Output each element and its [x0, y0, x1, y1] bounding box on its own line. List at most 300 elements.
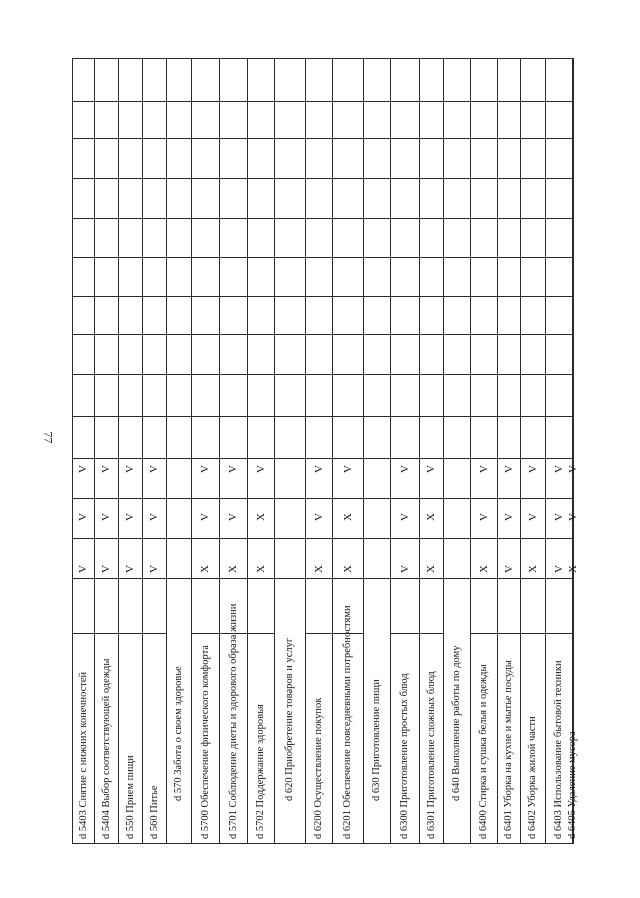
assessment-mark: V [398, 465, 411, 473]
column-separator-line [94, 218, 119, 219]
column-separator-line [390, 633, 420, 634]
column-separator-line [118, 374, 143, 375]
column-separator-line [191, 458, 220, 459]
column-separator-line [332, 101, 364, 102]
column-separator-line [545, 101, 573, 102]
column-separator-line [305, 633, 333, 634]
assessment-mark: X [227, 565, 239, 573]
column-separator-line [72, 178, 95, 179]
column-separator-line [443, 58, 471, 59]
column-separator-line [443, 138, 471, 139]
column-separator-line [219, 458, 248, 459]
column-separator-line [419, 578, 444, 579]
column-separator-line [94, 178, 119, 179]
column-separator-line [219, 578, 248, 579]
column-separator-line [274, 578, 306, 579]
column-separator-line [470, 843, 498, 844]
assessment-mark: V [77, 513, 89, 521]
row-label: d 6300 Приготовление простых блюд [399, 673, 410, 839]
column-separator-line [470, 58, 498, 59]
column-separator-line [520, 416, 546, 417]
column-separator-line [419, 296, 444, 297]
column-separator-line [390, 178, 420, 179]
column-separator-line [470, 498, 498, 499]
column-separator-line [191, 58, 220, 59]
column-separator-line [497, 458, 521, 459]
column-separator-line [166, 58, 192, 59]
column-separator-line [94, 334, 119, 335]
column-separator-line [545, 498, 573, 499]
page-number: 77 [41, 431, 56, 444]
column-separator-line [572, 374, 574, 375]
row-separator-line [470, 58, 471, 843]
column-separator-line [191, 498, 220, 499]
column-separator-line [419, 458, 444, 459]
column-separator-line [118, 334, 143, 335]
column-separator-line [118, 633, 143, 634]
column-separator-line [470, 633, 498, 634]
column-separator-line [470, 218, 498, 219]
row-separator-line [191, 58, 192, 843]
column-separator-line [118, 101, 143, 102]
assessment-mark: V [124, 513, 136, 521]
column-separator-line [274, 58, 306, 59]
column-separator-line [274, 138, 306, 139]
assessment-mark: V [312, 513, 325, 521]
column-separator-line [166, 578, 192, 579]
column-separator-line [572, 334, 574, 335]
column-separator-line [470, 416, 498, 417]
column-separator-line [191, 374, 220, 375]
column-separator-line [332, 138, 364, 139]
column-separator-line [497, 58, 521, 59]
column-separator-line [545, 538, 573, 539]
column-separator-line [332, 843, 364, 844]
column-separator-line [470, 374, 498, 375]
column-separator-line [305, 58, 333, 59]
column-separator-line [332, 538, 364, 539]
column-separator-line [72, 296, 95, 297]
column-separator-line [572, 458, 574, 459]
column-separator-line [247, 334, 275, 335]
row-label: d 560 Питье [148, 785, 160, 839]
column-separator-line [191, 538, 220, 539]
row-label: d 6401 Уборка на кухне и мытье посуды [503, 660, 514, 839]
column-separator-line [419, 257, 444, 258]
column-separator-line [363, 458, 391, 459]
column-separator-line [332, 218, 364, 219]
assessment-mark: V [477, 465, 490, 473]
column-separator-line [497, 578, 521, 579]
row-separator-line [166, 58, 167, 843]
column-separator-line [520, 498, 546, 499]
assessment-mark: V [566, 513, 579, 521]
row-separator-line [520, 58, 521, 843]
row-label: d 6402 Уборка жилой части [527, 716, 538, 839]
column-separator-line [305, 218, 333, 219]
row-separator-line [573, 58, 574, 843]
column-separator-line [520, 334, 546, 335]
row-label: d 6201 Обеспечение повседневными потребностями [342, 605, 353, 839]
column-separator-line [94, 498, 119, 499]
column-separator-line [142, 843, 167, 844]
assessment-mark: V [254, 465, 267, 473]
assessment-mark: V [425, 465, 437, 473]
column-separator-line [219, 58, 248, 59]
column-separator-line [72, 58, 95, 59]
column-separator-line [497, 178, 521, 179]
column-separator-line [219, 538, 248, 539]
column-separator-line [191, 178, 220, 179]
column-separator-line [305, 257, 333, 258]
row-label: d 6301 Приготовление сложных блюд [425, 671, 437, 839]
column-separator-line [142, 578, 167, 579]
column-separator-line [166, 843, 192, 844]
column-separator-line [191, 257, 220, 258]
assessment-mark: V [477, 513, 490, 521]
column-separator-line [332, 178, 364, 179]
column-separator-line [545, 458, 573, 459]
column-separator-line [363, 538, 391, 539]
assessment-mark: X [341, 565, 354, 573]
column-separator-line [247, 101, 275, 102]
column-separator-line [419, 633, 444, 634]
column-separator-line [520, 843, 546, 844]
row-separator-line [118, 58, 119, 843]
column-separator-line [219, 257, 248, 258]
column-separator-line [142, 138, 167, 139]
column-separator-line [142, 178, 167, 179]
column-separator-line [219, 138, 248, 139]
column-separator-line [419, 178, 444, 179]
column-separator-line [419, 498, 444, 499]
column-separator-line [470, 578, 498, 579]
column-separator-line [274, 458, 306, 459]
column-separator-line [332, 58, 364, 59]
column-separator-line [219, 416, 248, 417]
column-separator-line [118, 458, 143, 459]
column-separator-line [142, 334, 167, 335]
assessment-mark: X [341, 513, 354, 521]
column-separator-line [305, 578, 333, 579]
column-separator-line [274, 257, 306, 258]
column-separator-line [118, 498, 143, 499]
rotated-assessment-table [72, 58, 579, 843]
column-separator-line [520, 138, 546, 139]
column-separator-line [497, 538, 521, 539]
column-separator-line [72, 538, 95, 539]
row-separator-line [497, 58, 498, 843]
column-separator-line [332, 296, 364, 297]
column-separator-line [497, 416, 521, 417]
column-separator-line [390, 498, 420, 499]
column-separator-line [118, 138, 143, 139]
column-separator-line [305, 101, 333, 102]
column-separator-line [419, 334, 444, 335]
column-separator-line [520, 578, 546, 579]
column-separator-line [443, 458, 471, 459]
column-separator-line [118, 178, 143, 179]
row-label: d 5700 Обеспечение физического комфорта [199, 645, 211, 839]
column-separator-line [166, 538, 192, 539]
column-separator-line [274, 334, 306, 335]
column-separator-line [572, 58, 574, 59]
row-label: d 6200 Осуществление покупок [313, 697, 324, 839]
column-separator-line [497, 257, 521, 258]
column-separator-line [497, 843, 521, 844]
assessment-mark: V [77, 565, 89, 573]
column-separator-line [94, 296, 119, 297]
column-separator-line [572, 178, 574, 179]
column-separator-line [166, 178, 192, 179]
column-separator-line [94, 843, 119, 844]
column-separator-line [72, 101, 95, 102]
column-separator-line [443, 843, 471, 844]
column-separator-line [572, 843, 574, 844]
column-separator-line [72, 843, 95, 844]
column-separator-line [305, 334, 333, 335]
assessment-mark: V [124, 565, 136, 573]
column-separator-line [390, 578, 420, 579]
assessment-mark: V [100, 465, 112, 473]
row-separator-line [72, 58, 73, 843]
column-separator-line [390, 296, 420, 297]
assessment-mark: V [227, 513, 239, 521]
column-separator-line [94, 138, 119, 139]
column-separator-line [363, 498, 391, 499]
assessment-mark: X [199, 565, 211, 573]
section-heading: d 630 Приготовление пищи [371, 679, 382, 801]
column-separator-line [545, 334, 573, 335]
column-separator-line [191, 296, 220, 297]
assessment-mark: X [312, 565, 325, 573]
column-separator-line [166, 257, 192, 258]
column-separator-line [94, 257, 119, 258]
assessment-mark: V [502, 513, 515, 521]
column-separator-line [72, 416, 95, 417]
column-separator-line [443, 538, 471, 539]
column-separator-line [118, 218, 143, 219]
column-separator-line [274, 843, 306, 844]
column-separator-line [94, 538, 119, 539]
column-separator-line [274, 101, 306, 102]
column-separator-line [305, 416, 333, 417]
column-separator-line [142, 538, 167, 539]
assessment-mark: V [566, 465, 579, 473]
column-separator-line [305, 296, 333, 297]
column-separator-line [443, 578, 471, 579]
column-separator-line [497, 296, 521, 297]
column-separator-line [72, 633, 95, 634]
row-separator-line [363, 58, 364, 843]
column-separator-line [219, 498, 248, 499]
column-separator-line [443, 101, 471, 102]
assessment-mark: V [199, 465, 211, 473]
column-separator-line [332, 334, 364, 335]
assessment-mark: V [502, 465, 515, 473]
row-separator-line [390, 58, 391, 843]
column-separator-line [545, 843, 573, 844]
column-separator-line [572, 257, 574, 258]
column-separator-line [72, 138, 95, 139]
column-separator-line [545, 578, 573, 579]
column-separator-line [94, 101, 119, 102]
column-separator-line [94, 458, 119, 459]
column-separator-line [219, 101, 248, 102]
column-separator-line [72, 257, 95, 258]
column-separator-line [443, 257, 471, 258]
column-separator-line [247, 296, 275, 297]
column-separator-line [142, 257, 167, 258]
column-separator-line [390, 416, 420, 417]
column-separator-line [142, 296, 167, 297]
assessment-mark: V [502, 565, 515, 573]
column-separator-line [247, 843, 275, 844]
column-separator-line [166, 218, 192, 219]
column-separator-line [390, 458, 420, 459]
column-separator-line [247, 374, 275, 375]
assessment-mark: V [124, 465, 136, 473]
column-separator-line [118, 58, 143, 59]
column-separator-line [470, 101, 498, 102]
row-label: d 5404 Выбор соответствующей одежды [100, 658, 112, 839]
column-separator-line [142, 458, 167, 459]
column-separator-line [166, 101, 192, 102]
column-separator-line [94, 633, 119, 634]
row-separator-line [332, 58, 333, 843]
column-separator-line [419, 101, 444, 102]
column-separator-line [142, 498, 167, 499]
assessment-mark: X [254, 565, 267, 573]
assessment-mark: X [254, 513, 267, 521]
column-separator-line [142, 218, 167, 219]
column-separator-line [72, 498, 95, 499]
column-separator-line [191, 101, 220, 102]
column-separator-line [219, 843, 248, 844]
column-separator-line [72, 578, 95, 579]
column-separator-line [274, 538, 306, 539]
column-separator-line [332, 578, 364, 579]
column-separator-line [419, 58, 444, 59]
column-separator-line [219, 374, 248, 375]
column-separator-line [419, 218, 444, 219]
column-separator-line [497, 498, 521, 499]
row-label: d 6403 Использование бытовой техники [553, 660, 564, 839]
column-separator-line [166, 416, 192, 417]
column-separator-line [305, 498, 333, 499]
column-separator-line [191, 218, 220, 219]
column-separator-line [419, 374, 444, 375]
column-separator-line [443, 334, 471, 335]
assessment-mark: V [398, 513, 411, 521]
column-separator-line [390, 101, 420, 102]
column-separator-line [520, 218, 546, 219]
column-separator-line [363, 334, 391, 335]
assessment-mark: V [552, 513, 565, 521]
column-separator-line [72, 334, 95, 335]
row-separator-line [142, 58, 143, 843]
column-separator-line [545, 138, 573, 139]
assessment-mark: V [148, 513, 160, 521]
column-separator-line [572, 538, 574, 539]
assessment-mark: V [227, 465, 239, 473]
column-separator-line [390, 374, 420, 375]
column-separator-line [545, 218, 573, 219]
column-separator-line [443, 296, 471, 297]
column-separator-line [545, 296, 573, 297]
column-separator-line [520, 178, 546, 179]
column-separator-line [142, 101, 167, 102]
assessment-mark: X [425, 513, 437, 521]
assessment-mark: V [100, 513, 112, 521]
column-separator-line [363, 58, 391, 59]
column-separator-line [419, 138, 444, 139]
column-separator-line [363, 178, 391, 179]
row-label: d 5701 Соблюдение диеты и здорового образа жизни [227, 603, 239, 839]
column-separator-line [520, 538, 546, 539]
column-separator-line [247, 138, 275, 139]
column-separator-line [332, 257, 364, 258]
column-separator-line [443, 498, 471, 499]
assessment-mark: V [312, 465, 325, 473]
column-separator-line [572, 416, 574, 417]
assessment-mark: X [477, 565, 490, 573]
column-separator-line [219, 334, 248, 335]
assessment-mark: V [552, 565, 565, 573]
column-separator-line [274, 218, 306, 219]
assessment-mark: X [566, 565, 579, 573]
column-separator-line [247, 458, 275, 459]
column-separator-line [363, 138, 391, 139]
row-separator-line [305, 58, 306, 843]
row-label: d 6400 Стирка и сушка белья и одежды [478, 664, 489, 839]
assessment-mark: V [77, 465, 89, 473]
row-separator-line [94, 58, 95, 843]
assessment-mark: V [552, 465, 565, 473]
row-separator-line [545, 58, 546, 843]
column-separator-line [247, 58, 275, 59]
column-separator-line [497, 374, 521, 375]
column-separator-line [305, 843, 333, 844]
column-separator-line [470, 538, 498, 539]
column-separator-line [545, 178, 573, 179]
assessment-mark: V [526, 513, 539, 521]
column-separator-line [443, 178, 471, 179]
column-separator-line [118, 257, 143, 258]
column-separator-line [572, 101, 574, 102]
column-separator-line [72, 458, 95, 459]
column-separator-line [520, 101, 546, 102]
column-separator-line [470, 178, 498, 179]
column-separator-line [305, 458, 333, 459]
column-separator-line [390, 843, 420, 844]
column-separator-line [390, 218, 420, 219]
column-separator-line [497, 218, 521, 219]
column-separator-line [191, 633, 220, 634]
column-separator-line [545, 257, 573, 258]
column-separator-line [572, 218, 574, 219]
column-separator-line [166, 138, 192, 139]
assessment-mark: V [100, 565, 112, 573]
column-separator-line [390, 334, 420, 335]
column-separator-line [219, 178, 248, 179]
row-separator-line [274, 58, 275, 843]
column-separator-line [118, 296, 143, 297]
column-separator-line [363, 843, 391, 844]
column-separator-line [247, 633, 275, 634]
column-separator-line [166, 296, 192, 297]
column-separator-line [572, 633, 574, 634]
